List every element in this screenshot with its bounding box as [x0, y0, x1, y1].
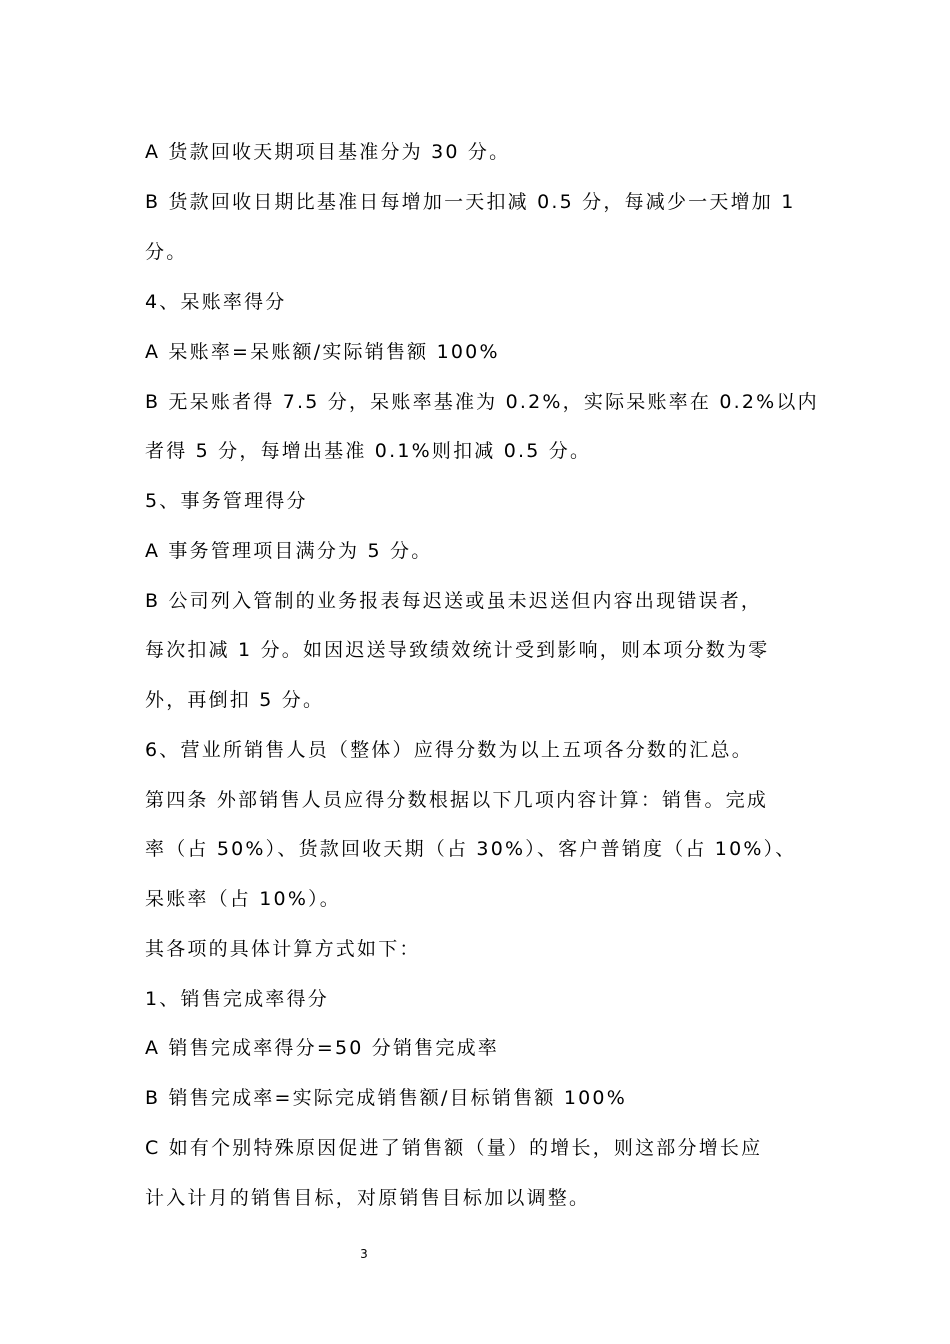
page-number: 3	[360, 1247, 368, 1261]
text-line: 者得 5 分，每增出基准 0.1%则扣减 0.5 分。	[145, 440, 592, 462]
text-line: 计入计月的销售目标，对原销售目标加以调整。	[145, 1187, 591, 1209]
text-line: 其各项的具体计算方式如下：	[145, 938, 421, 960]
text-line: 分。	[145, 241, 188, 263]
text-line: 率（占 50%）、货款回收天期（占 30%）、客户普销度（占 10%）、	[145, 838, 797, 860]
text-line: 外，再倒扣 5 分。	[145, 689, 325, 711]
section-heading: 4、呆账率得分	[145, 291, 287, 313]
article-heading: 第四条 外部销售人员应得分数根据以下几项内容计算：销售。完成	[145, 789, 769, 811]
text-line: B 货款回收日期比基准日每增加一天扣减 0.5 分，每减少一天增加 1	[145, 191, 796, 213]
section-heading: 1、销售完成率得分	[145, 988, 329, 1010]
text-line: B 销售完成率=实际完成销售额/目标销售额 100%	[145, 1087, 627, 1109]
text-line: B 无呆账者得 7.5 分，呆账率基准为 0.2%，实际呆账率在 0.2%以内	[145, 391, 819, 413]
text-line: 每次扣减 1 分。如因迟送导致绩效统计受到影响，则本项分数为零	[145, 639, 770, 661]
text-line: B 公司列入管制的业务报表每迟送或虽未迟送但内容出现错误者，	[145, 590, 763, 612]
text-line: A 销售完成率得分=50 分销售完成率	[145, 1037, 499, 1059]
text-line: A 事务管理项目满分为 5 分。	[145, 540, 433, 562]
text-line: A 货款回收天期项目基准分为 30 分。	[145, 141, 511, 163]
text-line: C 如有个别特殊原因促进了销售额（量）的增长，则这部分增长应	[145, 1137, 763, 1159]
section-heading: 5、事务管理得分	[145, 490, 308, 512]
text-line: 呆账率（占 10%）。	[145, 888, 341, 910]
text-line: A 呆账率=呆账额/实际销售额 100%	[145, 341, 500, 363]
section-heading: 6、营业所销售人员（整体）应得分数为以上五项各分数的汇总。	[145, 739, 753, 761]
